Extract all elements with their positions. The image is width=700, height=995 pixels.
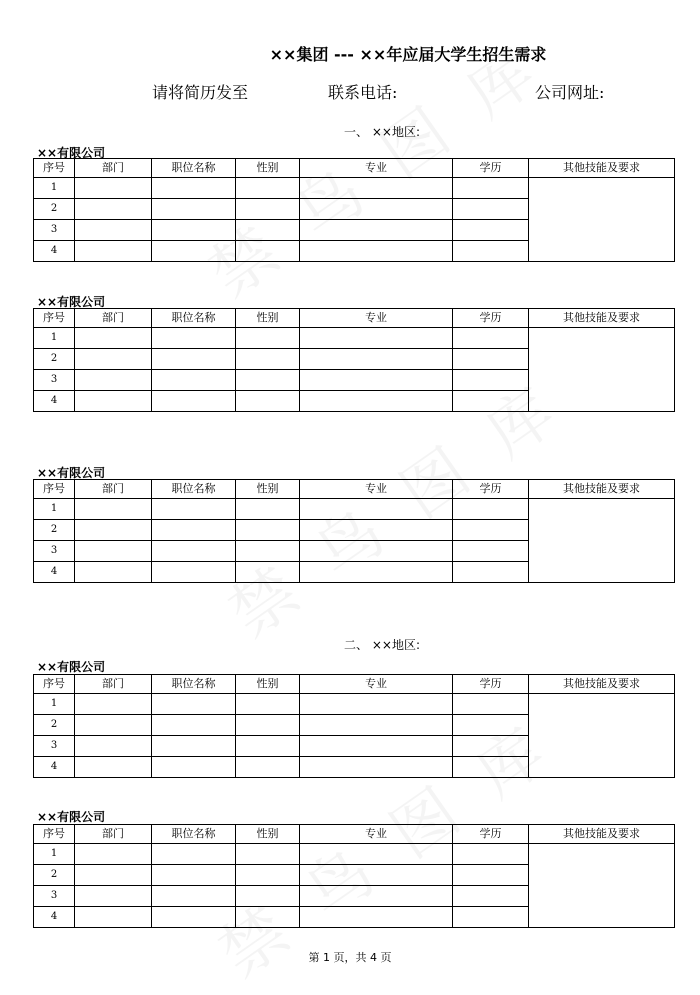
website-label: 公司网址: (535, 83, 605, 102)
table-cell[interactable] (236, 520, 300, 541)
column-header: 学历 (453, 159, 529, 178)
table-cell[interactable] (300, 907, 453, 928)
table-cell[interactable] (236, 757, 300, 778)
table-cell[interactable] (152, 844, 236, 865)
table-cell[interactable] (300, 886, 453, 907)
column-header: 序号 (34, 825, 75, 844)
requirements-table (33, 308, 675, 412)
table-cell[interactable] (300, 328, 453, 349)
column-header: 学历 (453, 825, 529, 844)
other-requirements-cell[interactable] (529, 499, 675, 583)
column-header: 其他技能及要求 (529, 825, 675, 844)
table-cell[interactable] (152, 907, 236, 928)
table-cell[interactable] (152, 886, 236, 907)
other-requirements-cell[interactable] (529, 328, 675, 412)
table-cell[interactable] (236, 907, 300, 928)
table-cell[interactable] (75, 499, 152, 520)
row-number: 3 (34, 886, 75, 907)
column-header: 专业 (300, 825, 453, 844)
table-cell[interactable] (75, 199, 152, 220)
table-cell[interactable] (300, 349, 453, 370)
page-footer: 第 1 页，共 4 页 (308, 951, 392, 964)
table-cell[interactable] (453, 757, 529, 778)
table-cell[interactable] (453, 220, 529, 241)
table-row (34, 499, 675, 520)
column-header: 性别 (236, 480, 300, 499)
row-number: 4 (34, 907, 75, 928)
table-cell[interactable] (152, 757, 236, 778)
column-header: 职位名称 (152, 309, 236, 328)
row-number: 1 (34, 328, 75, 349)
table-cell[interactable] (236, 328, 300, 349)
requirements-table (33, 158, 675, 262)
table-cell[interactable] (236, 541, 300, 562)
table-cell[interactable] (453, 349, 529, 370)
phone-label: 联系电话: (328, 83, 398, 102)
table-cell[interactable] (152, 562, 236, 583)
table-cell[interactable] (75, 562, 152, 583)
column-header: 序号 (34, 675, 75, 694)
requirements-table (33, 479, 675, 583)
table-cell[interactable] (300, 370, 453, 391)
column-header: 职位名称 (152, 675, 236, 694)
column-header: 其他技能及要求 (529, 159, 675, 178)
table-cell[interactable] (75, 736, 152, 757)
row-number: 2 (34, 520, 75, 541)
table-cell[interactable] (300, 541, 453, 562)
table-cell[interactable] (152, 694, 236, 715)
table-cell[interactable] (152, 715, 236, 736)
table-cell[interactable] (300, 715, 453, 736)
table-cell[interactable] (152, 199, 236, 220)
requirements-table (33, 674, 675, 778)
table-cell[interactable] (236, 715, 300, 736)
table-cell[interactable] (75, 865, 152, 886)
column-header: 性别 (236, 675, 300, 694)
column-header: 专业 (300, 480, 453, 499)
column-header: 专业 (300, 159, 453, 178)
row-number: 1 (34, 499, 75, 520)
table-cell[interactable] (300, 562, 453, 583)
table-cell[interactable] (453, 241, 529, 262)
table-cell[interactable] (236, 844, 300, 865)
table-cell[interactable] (152, 349, 236, 370)
company-name: ××有限公司 (37, 660, 106, 674)
region-heading-2: 二、 ××地区: (344, 638, 420, 652)
header-row (34, 825, 675, 844)
row-number: 3 (34, 220, 75, 241)
table-cell[interactable] (236, 562, 300, 583)
table-cell[interactable] (152, 370, 236, 391)
table-cell[interactable] (453, 199, 529, 220)
table-cell[interactable] (453, 886, 529, 907)
column-header: 部门 (75, 480, 152, 499)
table-cell[interactable] (236, 220, 300, 241)
company-name: ××有限公司 (37, 466, 106, 480)
table-cell[interactable] (236, 370, 300, 391)
table-cell[interactable] (300, 736, 453, 757)
table-cell[interactable] (300, 757, 453, 778)
table-cell[interactable] (300, 241, 453, 262)
table-cell[interactable] (152, 391, 236, 412)
table-cell[interactable] (152, 541, 236, 562)
row-number: 4 (34, 562, 75, 583)
column-header: 学历 (453, 480, 529, 499)
company-name: ××有限公司 (37, 810, 106, 824)
table-cell[interactable] (236, 886, 300, 907)
table-cell[interactable] (300, 844, 453, 865)
header-row (34, 159, 675, 178)
table-cell[interactable] (75, 328, 152, 349)
table-cell[interactable] (75, 520, 152, 541)
header-row (34, 675, 675, 694)
table-cell[interactable] (453, 562, 529, 583)
table-cell[interactable] (152, 736, 236, 757)
table-row (34, 178, 675, 199)
row-number: 3 (34, 370, 75, 391)
table-cell[interactable] (453, 370, 529, 391)
column-header: 其他技能及要求 (529, 675, 675, 694)
table-cell[interactable] (453, 844, 529, 865)
column-header: 性别 (236, 309, 300, 328)
table-cell[interactable] (152, 178, 236, 199)
table-cell[interactable] (75, 757, 152, 778)
column-header: 专业 (300, 309, 453, 328)
table-cell[interactable] (300, 199, 453, 220)
table-cell[interactable] (75, 349, 152, 370)
table-cell[interactable] (453, 541, 529, 562)
row-number: 3 (34, 541, 75, 562)
row-number: 2 (34, 715, 75, 736)
column-header: 部门 (75, 825, 152, 844)
row-number: 1 (34, 694, 75, 715)
table-cell[interactable] (300, 865, 453, 886)
row-number: 3 (34, 736, 75, 757)
row-number: 4 (34, 391, 75, 412)
column-header: 序号 (34, 309, 75, 328)
column-header: 性别 (236, 825, 300, 844)
table-cell[interactable] (152, 499, 236, 520)
column-header: 职位名称 (152, 159, 236, 178)
table-cell[interactable] (75, 907, 152, 928)
company-name: ××有限公司 (37, 295, 106, 309)
row-number: 1 (34, 178, 75, 199)
company-name: ××有限公司 (37, 146, 106, 160)
row-number: 4 (34, 757, 75, 778)
table-cell[interactable] (75, 220, 152, 241)
column-header: 其他技能及要求 (529, 480, 675, 499)
column-header: 部门 (75, 309, 152, 328)
header-row (34, 480, 675, 499)
table-cell[interactable] (236, 865, 300, 886)
row-number: 4 (34, 241, 75, 262)
table-cell[interactable] (75, 391, 152, 412)
row-number: 2 (34, 865, 75, 886)
column-header: 序号 (34, 159, 75, 178)
other-requirements-cell[interactable] (529, 844, 675, 928)
column-header: 专业 (300, 675, 453, 694)
table-cell[interactable] (75, 694, 152, 715)
column-header: 序号 (34, 480, 75, 499)
row-number: 2 (34, 349, 75, 370)
table-cell[interactable] (152, 328, 236, 349)
table-cell[interactable] (75, 241, 152, 262)
requirements-table (33, 824, 675, 928)
header-row (34, 309, 675, 328)
table-cell[interactable] (236, 499, 300, 520)
table-cell[interactable] (75, 178, 152, 199)
row-number: 1 (34, 844, 75, 865)
row-number: 2 (34, 199, 75, 220)
table-cell[interactable] (300, 220, 453, 241)
column-header: 职位名称 (152, 825, 236, 844)
table-cell[interactable] (75, 541, 152, 562)
table-cell[interactable] (300, 499, 453, 520)
table-cell[interactable] (152, 520, 236, 541)
table-row (34, 844, 675, 865)
table-cell[interactable] (453, 520, 529, 541)
table-row (34, 694, 675, 715)
table-cell[interactable] (152, 865, 236, 886)
table-cell[interactable] (75, 715, 152, 736)
table-cell[interactable] (453, 499, 529, 520)
table-cell[interactable] (453, 865, 529, 886)
resume-email-label: 请将简历发至 (152, 83, 249, 102)
table-cell[interactable] (236, 694, 300, 715)
table-cell[interactable] (453, 328, 529, 349)
table-cell[interactable] (75, 370, 152, 391)
table-cell[interactable] (453, 694, 529, 715)
column-header: 其他技能及要求 (529, 309, 675, 328)
table-cell[interactable] (236, 391, 300, 412)
column-header: 部门 (75, 159, 152, 178)
table-row (34, 328, 675, 349)
table-cell[interactable] (152, 220, 236, 241)
table-cell[interactable] (453, 178, 529, 199)
table-cell[interactable] (453, 736, 529, 757)
table-cell[interactable] (453, 715, 529, 736)
table-cell[interactable] (75, 886, 152, 907)
table-cell[interactable] (152, 241, 236, 262)
other-requirements-cell[interactable] (529, 694, 675, 778)
table-cell[interactable] (453, 907, 529, 928)
table-cell[interactable] (300, 694, 453, 715)
table-cell[interactable] (300, 178, 453, 199)
region-heading-1: 一、 ××地区: (344, 125, 420, 139)
table-cell[interactable] (300, 391, 453, 412)
page-title: ××集团 --- ××年应届大学生招生需求 (269, 45, 547, 64)
column-header: 职位名称 (152, 480, 236, 499)
column-header: 部门 (75, 675, 152, 694)
table-cell[interactable] (236, 199, 300, 220)
table-cell[interactable] (236, 178, 300, 199)
column-header: 性别 (236, 159, 300, 178)
column-header: 学历 (453, 675, 529, 694)
column-header: 学历 (453, 309, 529, 328)
table-cell[interactable] (75, 844, 152, 865)
table-cell[interactable] (236, 349, 300, 370)
other-requirements-cell[interactable] (529, 178, 675, 262)
table-cell[interactable] (236, 241, 300, 262)
table-cell[interactable] (453, 391, 529, 412)
table-cell[interactable] (236, 736, 300, 757)
table-cell[interactable] (300, 520, 453, 541)
